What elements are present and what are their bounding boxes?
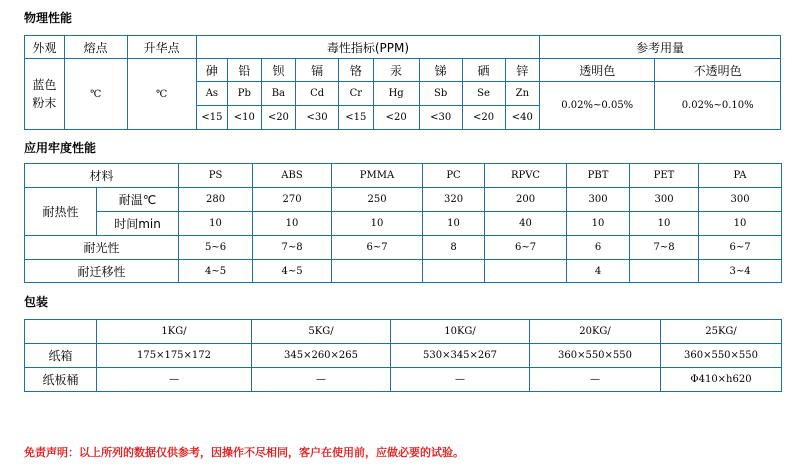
package-size: 20KG/ — [530, 320, 661, 344]
element-symbol: Cr — [339, 82, 374, 106]
carton-dimensions: 345×260×265 — [252, 344, 391, 368]
temperature-value: 300 — [630, 188, 699, 212]
element-symbol: Se — [462, 82, 505, 106]
physical-properties-table — [24, 35, 781, 130]
temperature-value: 300 — [567, 188, 630, 212]
element-limit: <20 — [373, 106, 419, 130]
appearance-value: 蓝色粉末 — [25, 59, 65, 130]
element-symbol: Cd — [296, 82, 339, 106]
sublimation-point-value: ℃ — [127, 59, 196, 130]
package-size: 1KG/ — [97, 320, 252, 344]
light-fastness-value: 7~8 — [630, 236, 699, 260]
section-title-packaging: 包装 — [24, 295, 49, 309]
migration-value — [630, 260, 699, 283]
element-symbol: Hg — [373, 82, 419, 106]
dosage-transparent-value: 0.02%~0.05% — [540, 82, 655, 130]
time-value: 10 — [630, 212, 699, 236]
temperature-value: 320 — [423, 188, 485, 212]
element-name: 锌 — [505, 59, 540, 82]
drum-dimensions: — — [97, 368, 252, 392]
material-name: ABS — [253, 164, 332, 188]
migration-value: 4~5 — [253, 260, 332, 283]
dosage-transparent-header: 透明色 — [540, 59, 655, 82]
section-title-physical: 物理性能 — [24, 11, 73, 25]
element-name: 铅 — [228, 59, 262, 82]
element-limit: <15 — [196, 106, 227, 130]
dosage-opaque-header: 不透明色 — [655, 59, 781, 82]
drum-label: 纸板桶 — [25, 368, 97, 392]
temperature-value: 280 — [179, 188, 253, 212]
package-size: 10KG/ — [391, 320, 530, 344]
carton-dimensions: 175×175×172 — [97, 344, 252, 368]
header-appearance: 外观 — [25, 36, 65, 59]
heat-resistance-label: 耐热性 — [25, 188, 97, 236]
melting-point-value: ℃ — [64, 59, 127, 130]
package-size: 25KG/ — [661, 320, 782, 344]
migration-value: 4 — [567, 260, 630, 283]
element-name: 锑 — [419, 59, 462, 82]
time-value: 10 — [179, 212, 253, 236]
time-value: 10 — [567, 212, 630, 236]
migration-value — [332, 260, 423, 283]
drum-dimensions: — — [530, 368, 661, 392]
material-name: PC — [423, 164, 485, 188]
element-symbol: As — [196, 82, 227, 106]
time-label: 时间min — [97, 212, 179, 236]
time-value: 10 — [332, 212, 423, 236]
dosage-opaque-value: 0.02%~0.10% — [655, 82, 781, 130]
light-fastness-label: 耐光性 — [25, 236, 179, 260]
time-value: 40 — [485, 212, 567, 236]
carton-label: 纸箱 — [25, 344, 97, 368]
packaging-corner-cell — [25, 320, 97, 344]
header-toxicity: 毒性指标(PPM) — [196, 36, 539, 59]
temperature-value: 300 — [699, 188, 782, 212]
material-name: PS — [179, 164, 253, 188]
element-name: 钡 — [261, 59, 296, 82]
material-name: PA — [699, 164, 782, 188]
element-name: 汞 — [373, 59, 419, 82]
temperature-value: 250 — [332, 188, 423, 212]
fastness-table — [24, 163, 782, 283]
element-symbol: Ba — [261, 82, 296, 106]
temperature-value: 200 — [485, 188, 567, 212]
time-value: 10 — [423, 212, 485, 236]
element-limit: <40 — [505, 106, 540, 130]
migration-label: 耐迁移性 — [25, 260, 179, 283]
element-limit: <30 — [419, 106, 462, 130]
packaging-table — [24, 319, 782, 392]
light-fastness-value: 5~6 — [179, 236, 253, 260]
drum-dimensions: — — [391, 368, 530, 392]
time-value: 10 — [699, 212, 782, 236]
light-fastness-value: 6~7 — [699, 236, 782, 260]
material-name: PBT — [567, 164, 630, 188]
header-dosage: 参考用量 — [540, 36, 781, 59]
migration-value: 3~4 — [699, 260, 782, 283]
element-limit: <20 — [462, 106, 505, 130]
section-title-fastness: 应用牢度性能 — [24, 141, 97, 155]
disclaimer-text: 免责声明：以上所列的数据仅供参考，因操作不尽相同，客户在使用前，应做必要的试验。 — [24, 446, 464, 459]
material-name: PMMA — [332, 164, 423, 188]
element-name: 砷 — [196, 59, 227, 82]
drum-dimensions: Φ410×h620 — [661, 368, 782, 392]
light-fastness-value: 6~7 — [485, 236, 567, 260]
element-symbol: Sb — [419, 82, 462, 106]
element-symbol: Zn — [505, 82, 540, 106]
temperature-value: 270 — [253, 188, 332, 212]
material-name: PET — [630, 164, 699, 188]
element-name: 硒 — [462, 59, 505, 82]
element-limit: <10 — [228, 106, 262, 130]
package-size: 5KG/ — [252, 320, 391, 344]
carton-dimensions: 360×550×550 — [661, 344, 782, 368]
migration-value: 4~5 — [179, 260, 253, 283]
carton-dimensions: 360×550×550 — [530, 344, 661, 368]
element-name: 铬 — [339, 59, 374, 82]
carton-dimensions: 530×345×267 — [391, 344, 530, 368]
element-limit: <30 — [296, 106, 339, 130]
material-label: 材料 — [25, 164, 179, 188]
material-name: RPVC — [485, 164, 567, 188]
element-limit: <15 — [339, 106, 374, 130]
time-value: 10 — [253, 212, 332, 236]
element-symbol: Pb — [228, 82, 262, 106]
element-name: 镉 — [296, 59, 339, 82]
light-fastness-value: 8 — [423, 236, 485, 260]
migration-value — [485, 260, 567, 283]
light-fastness-value: 7~8 — [253, 236, 332, 260]
element-limit: <20 — [261, 106, 296, 130]
temperature-label: 耐温℃ — [97, 188, 179, 212]
migration-value — [423, 260, 485, 283]
header-melting-point: 熔点 — [64, 36, 127, 59]
header-sublimation-point: 升华点 — [127, 36, 196, 59]
drum-dimensions: — — [252, 368, 391, 392]
light-fastness-value: 6 — [567, 236, 630, 260]
light-fastness-value: 6~7 — [332, 236, 423, 260]
